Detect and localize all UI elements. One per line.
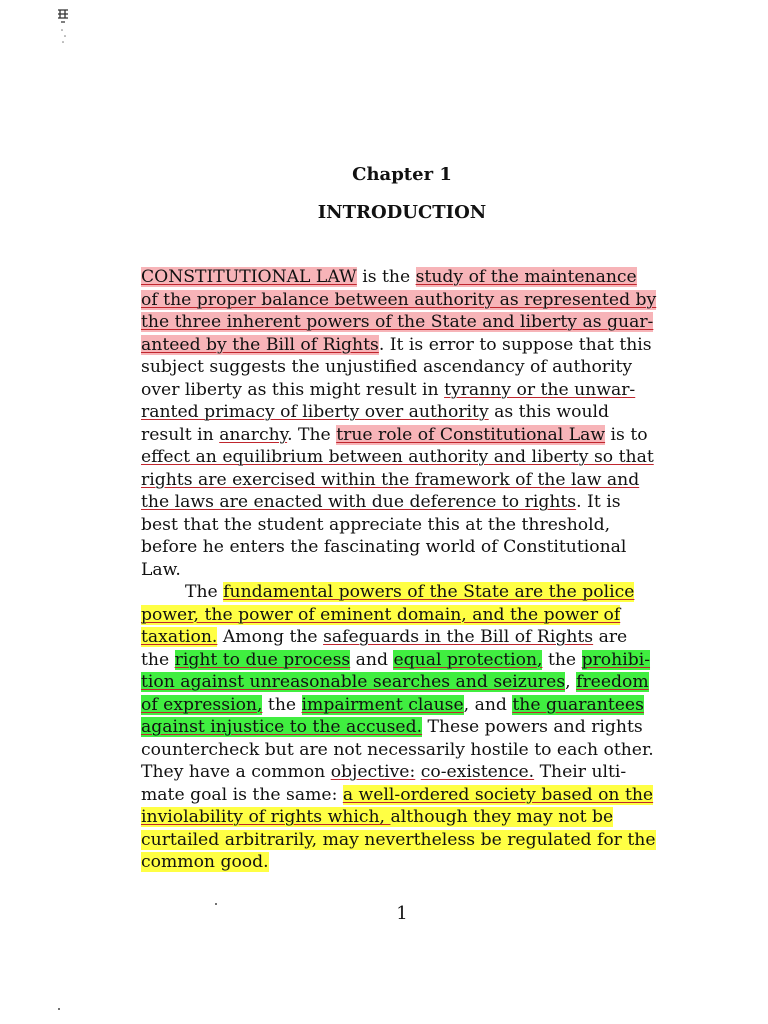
text-run: before he enters the fascinating world of Constitutional — [141, 537, 627, 557]
text-run: effect an equilibrium between authority and liberty so that — [141, 447, 654, 467]
highlight-pink: anteed by the Bill of Rights — [141, 334, 379, 355]
text-run: ranted primacy of liberty over authority — [141, 402, 489, 422]
text-run: over liberty as this might result in — [141, 379, 445, 400]
scan-speck — [58, 1008, 60, 1010]
text-line — [141, 851, 663, 874]
text-line — [141, 289, 663, 312]
body-text — [141, 266, 663, 874]
text-run: as this would — [488, 402, 610, 422]
highlight-green: prohibi- — [581, 649, 651, 670]
text-line — [141, 334, 663, 357]
chapter-number: Chapter 1 — [352, 164, 452, 185]
text-run: mate goal is the same: — [141, 784, 343, 805]
scan-mark-icon — [56, 6, 70, 46]
highlight-green: right to due process — [174, 649, 351, 670]
text-line — [141, 424, 663, 447]
highlight-yellow: inviolability of rights which, — [141, 807, 391, 827]
highlight-green: impairment clause — [301, 694, 464, 715]
text-run: and — [350, 649, 394, 670]
text-run: subject suggests the unjustified ascendancy of authority — [141, 357, 633, 377]
chapter-title: INTRODUCTION — [317, 202, 487, 223]
text-line — [141, 694, 663, 717]
text-line — [141, 379, 663, 402]
text-line — [141, 739, 663, 762]
text-line — [141, 671, 663, 694]
text-run: the laws are enacted with due deference to rights — [141, 492, 577, 512]
highlight-yellow: although they may not be — [390, 807, 614, 827]
text-line — [141, 536, 663, 559]
text-run: . It is error to suppose that this — [378, 334, 652, 355]
highlight-yellow: power, the power of eminent domain, and the power of — [141, 604, 621, 625]
highlight-pink: of the proper balance between authority as represented by — [141, 289, 657, 310]
text-run: anarchy — [219, 424, 288, 445]
highlight-green: the guarantees — [512, 694, 644, 715]
text-run: . It is — [576, 492, 621, 512]
text-line — [141, 559, 663, 582]
text-run: best that the student appreciate this at the threshold, — [141, 514, 611, 535]
text-run: tyranny or the unwar- — [444, 379, 636, 400]
highlight-pink: the three inherent powers of the State and liberty as guar- — [141, 312, 654, 332]
highlight-yellow: fundamental powers of the State are the police — [223, 582, 635, 602]
text-run: These powers and rights — [422, 717, 643, 737]
text-run: They have a common — [141, 762, 331, 782]
highlight-green: of expression, — [141, 694, 263, 715]
text-run: the — [262, 694, 302, 715]
highlight-pink: CONSTITUTIONAL LAW — [141, 267, 357, 287]
text-line — [141, 604, 663, 627]
highlight-green: tion against unreasonable searches and seizures — [141, 672, 566, 692]
text-line — [141, 514, 663, 537]
text-run: , and — [463, 694, 513, 715]
text-line — [141, 716, 663, 739]
text-run: result in — [141, 424, 220, 445]
text-run: countercheck but are not necessarily hostile to each other. — [141, 739, 654, 760]
text-line — [141, 829, 663, 852]
highlight-yellow: taxation. — [141, 627, 218, 647]
text-run: are — [593, 627, 628, 647]
text-run: co-existence. — [420, 762, 535, 782]
text-line — [141, 761, 663, 784]
text-line — [141, 491, 663, 514]
text-run: the — [542, 649, 582, 670]
text-line — [141, 446, 663, 469]
text-run: is the — [356, 267, 416, 287]
text-line — [141, 469, 663, 492]
text-line — [141, 784, 663, 807]
text-line — [141, 806, 663, 829]
text-run: , — [565, 672, 577, 692]
scan-speck — [215, 903, 217, 905]
text-line — [141, 581, 663, 604]
text-line — [141, 626, 663, 649]
text-run: objective: — [330, 762, 416, 782]
text-run: rights are exercised within the framework of the law and — [141, 469, 640, 490]
text-run: safeguards in the Bill of Rights — [323, 627, 594, 647]
highlight-green: against injustice to the accused. — [141, 717, 423, 737]
highlight-pink: study of the maintenance — [415, 267, 637, 287]
highlight-green: equal protection, — [393, 649, 543, 670]
text-line — [141, 311, 663, 334]
highlight-yellow: common good. — [141, 852, 269, 872]
text-line — [141, 356, 663, 379]
text-run: Their ulti- — [534, 762, 627, 782]
text-run: The — [185, 582, 224, 602]
text-run: is to — [605, 424, 648, 445]
text-run: the — [141, 649, 175, 670]
highlight-yellow: curtailed arbitrarily, may nevertheless be regulated for the — [141, 829, 656, 850]
text-run: Among the — [217, 627, 324, 647]
page-number: 1 — [396, 903, 408, 924]
highlight-yellow: a well-ordered society based on the — [342, 784, 654, 805]
text-line — [141, 266, 663, 289]
text-run: . The — [287, 424, 337, 445]
text-run: Law. — [141, 559, 181, 580]
text-line — [141, 649, 663, 672]
highlight-pink: true role of Constitutional Law — [336, 424, 606, 445]
highlight-green: freedom — [576, 672, 649, 692]
text-line — [141, 401, 663, 424]
